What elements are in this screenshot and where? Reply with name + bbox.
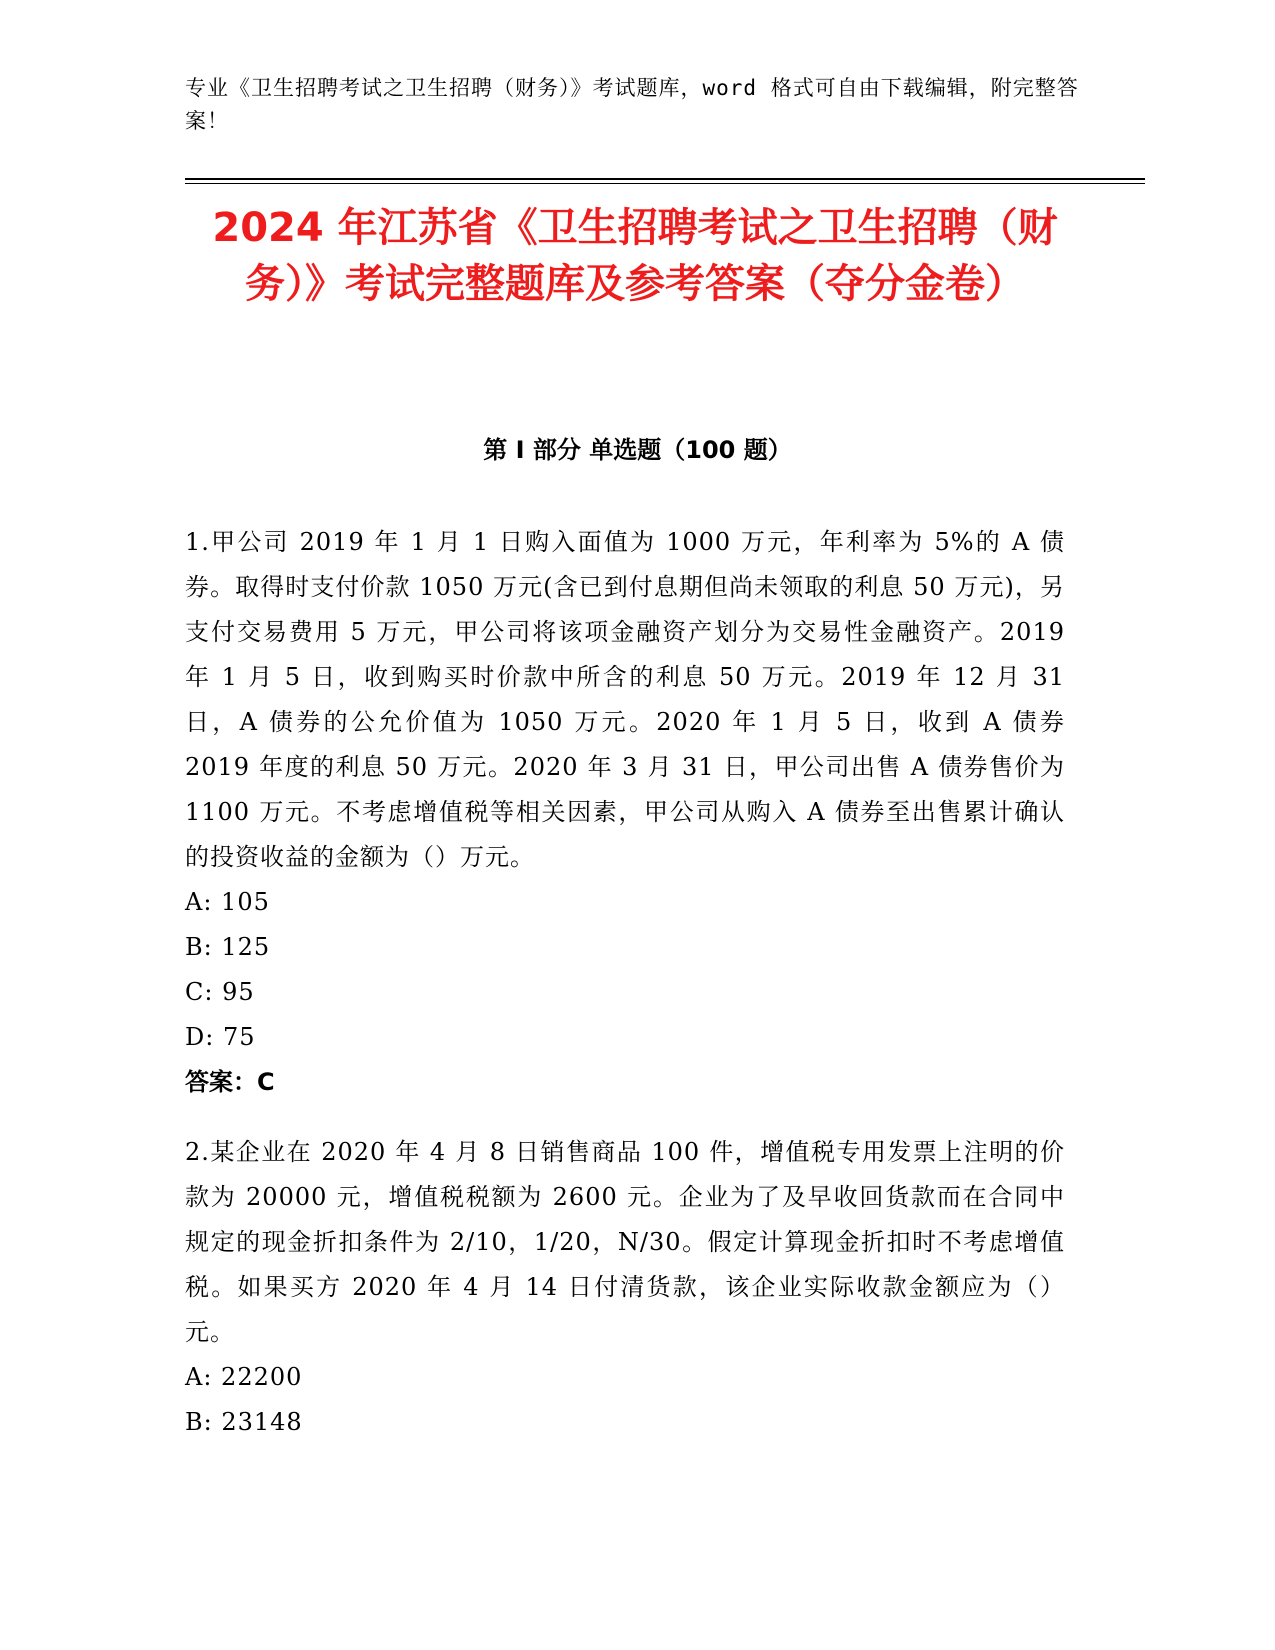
question-1 bbox=[185, 520, 1065, 1105]
question-1-option-a: A: 105 bbox=[185, 888, 270, 916]
question-2-option-b: B: 23148 bbox=[185, 1408, 303, 1436]
header-rule-thin bbox=[185, 183, 1145, 184]
question-1-option-b: B: 125 bbox=[185, 933, 271, 961]
question-2 bbox=[185, 1130, 1065, 1445]
header-rule-thick bbox=[185, 178, 1145, 180]
header-note: 专业《卫生招聘考试之卫生招聘（财务）》考试题库，word 格式可自由下载编辑，附完整答案！ bbox=[185, 76, 1079, 133]
question-1-option-c: C: 95 bbox=[185, 978, 255, 1006]
document-title: 2024 年江苏省《卫生招聘考试之卫生招聘（财务）》考试完整题库及参考答案（夺分金卷） bbox=[212, 205, 1058, 307]
question-1-stem: 1.甲公司 2019 年 1 月 1 日购入面值为 1000 万元，年利率为 5%的 A 债券。取得时支付价款 1050 万元(含已到付息期但尚未领取的利息 50 万元)，另支付交易费用 5 万元，甲公司将该项金融资产划分为交易性金融资产。2019 年 1 月 5 日，收到购买时价款中所含的利息 50 万元。2019 年 12 月 31 日，A 债券的公允价值为 1050 万元。2020 年 1 月 5 日，收到 A 债券 2019 年度的利息 50 万元。2020 年 3 月 31 日，甲公司出售 A 债券售价为 1100 万元。不考虑增值税等相关因素，甲公司从购入 A 债券至出售累计确认的投资收益的金额为（）万元。 bbox=[185, 528, 1065, 871]
question-1-answer: 答案：C bbox=[185, 1068, 275, 1096]
question-2-option-a: A: 22200 bbox=[185, 1363, 303, 1391]
question-1-option-d: D: 75 bbox=[185, 1023, 256, 1051]
question-2-stem: 2.某企业在 2020 年 4 月 8 日销售商品 100 件，增值税专用发票上注明的价款为 20000 元，增值税税额为 2600 元。企业为了及早收回货款而在合同中规定的现金折扣条件为 2/10，1/20，N/30。假定计算现金折扣时不考虑增值税。如果买方 2020 年 4 月 14 日付清货款，该企业实际收款金额应为（）元。 bbox=[185, 1138, 1065, 1346]
section-title: 第 I 部分 单选题（100 题） bbox=[483, 436, 792, 464]
